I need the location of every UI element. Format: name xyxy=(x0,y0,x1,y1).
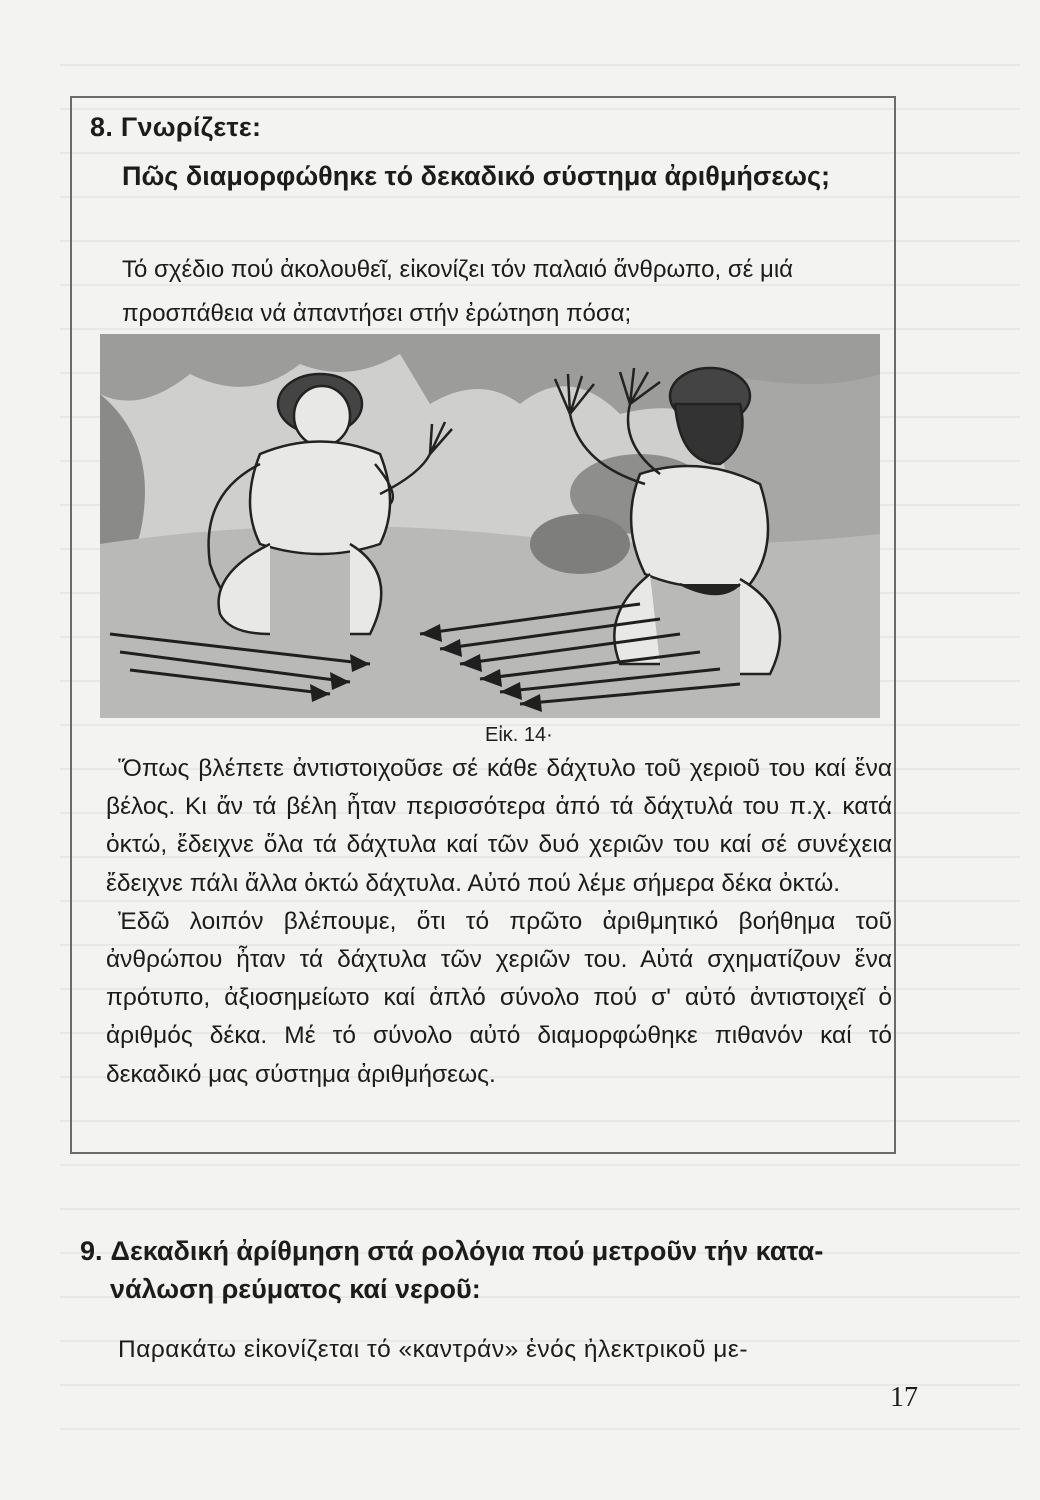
section-9-title-line2: νάλωση ρεύματος καί νεροῦ: xyxy=(110,1274,481,1304)
section-9-heading xyxy=(80,1232,940,1308)
section-9-text: Παρακάτω εἰκονίζεται τό «καντράν» ἑνός ἠλεκτρικοῦ με- xyxy=(118,1336,749,1363)
page-number: 17 xyxy=(890,1382,918,1413)
figure-caption: Εἰκ. 14· xyxy=(485,724,553,746)
section-9-number: 9. xyxy=(80,1236,103,1266)
section-8-question: Πῶς διαμορφώθηκε τό δεκαδικό σύστημα ἀριθμήσεως; xyxy=(122,161,830,191)
section-8-intro: Τό σχέδιο πού ἀκολουθεῖ, εἰκονίζει τόν παλαιό ἄνθρωπο, σέ μιά προσπάθεια νά ἀπαντήσει στήν ἐρώτηση πόσα; xyxy=(122,256,794,327)
section-8-title: 8. Γνωρίζετε: xyxy=(90,112,262,142)
cavemen-counting-illustration xyxy=(100,334,880,718)
section-9-title-line1: Δεκαδική ἀρίθμηση στά ρολόγια πού μετροῦν τήν κατα- xyxy=(110,1236,824,1266)
section-8-body xyxy=(106,750,892,1094)
body-paragraph-1: Ὅπως βλέπετε ἀντιστοιχοῦσε σέ κάθε δάχτυλο τοῦ χεριοῦ του καί ἕνα βέλος. Κι ἄν τά βέλη ἦταν περισσότερα ἀπό τά δάχτυλά του π.χ. κατά ὀκτώ, ἔδειχνε ὅλα τά δάχτυλα καί τῶν δυό χεριῶν του καί σέ συνέχεια ἔδειχνε πάλι ἄλλα ὀκτώ δάχτυλα. Αὐτό πού λέμε σήμερα δέκα ὀκτώ. xyxy=(106,755,892,897)
body-paragraph-2: Ἐδῶ λοιπόν βλέπουμε, ὅτι τό πρῶτο ἀριθμητικό βοήθημα τοῦ ἀνθρώπου ἦταν τά δάχτυλα τῶν χεριῶν του. Αὐτά σχηματίζουν ἕνα πρότυπο, ἀξιοσημείωτο καί ἁπλό σύνολο πού σ' αὐτό ἀντιστοιχεῖ ὁ ἀριθμός δέκα. Μέ τό σύνολο αὐτό διαμορφώθηκε πιθανόν καί τό δεκαδικό μας σύστημα ἀριθμήσεως. xyxy=(106,907,892,1088)
